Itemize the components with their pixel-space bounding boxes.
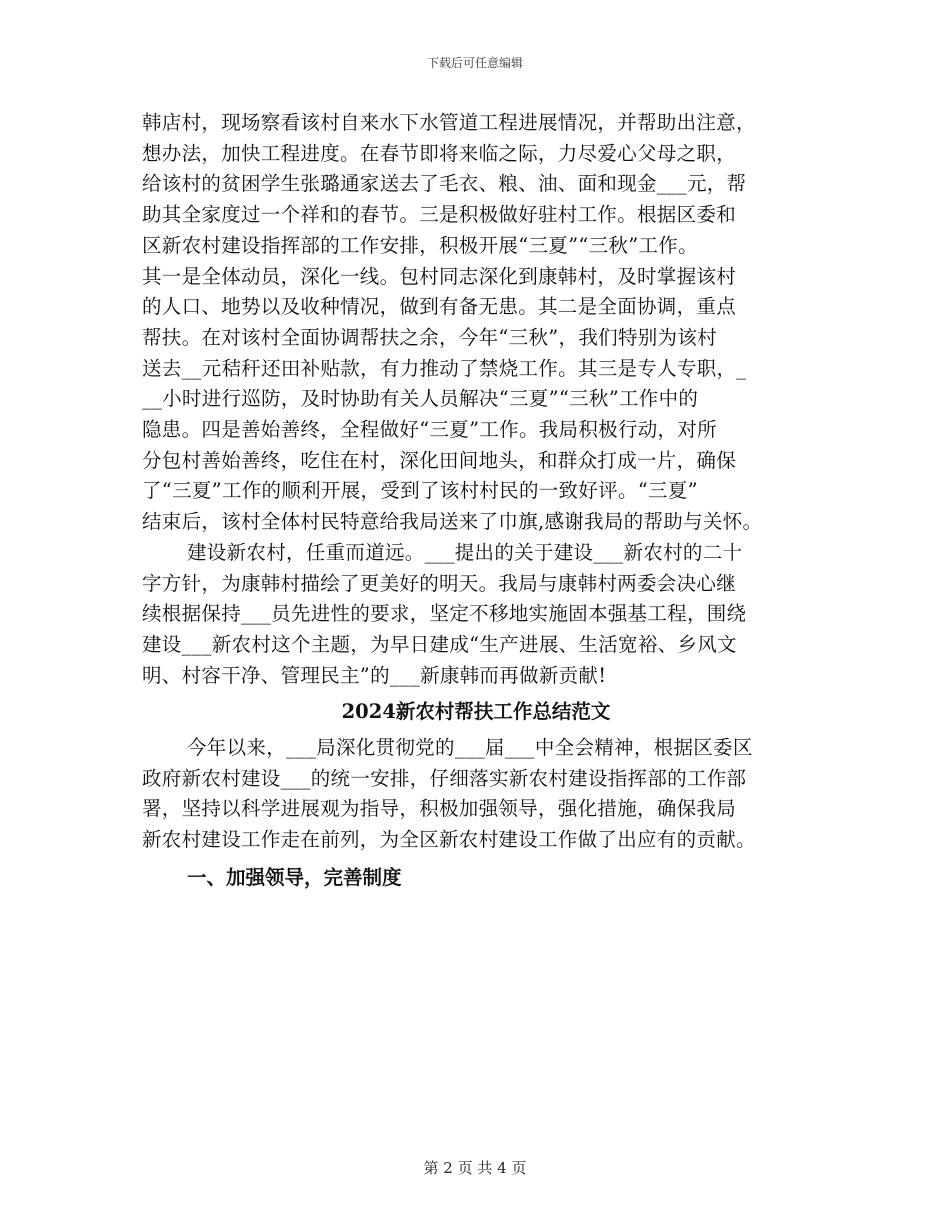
paragraph-3 (142, 733, 810, 856)
text-line: 给该村的贫困学生张璐通家送去了毛衣、粮、油、面和现金___元，帮 (142, 172, 747, 196)
text-line: 署，坚持以科学进展观为指导，积极加强领导，强化措施，确保我局 (142, 797, 737, 821)
section-title: 2024新农村帮扶工作总结范文 (341, 700, 611, 724)
subheading: 一、加强领导，完善制度 (187, 865, 402, 889)
text-line: 送去__元秸秆还田补贴款，有力推动了禁烧工作。其三是专人专职，_ (142, 356, 747, 380)
text-line: 新农村建设工作走在前列，为全区新农村建设工作做了出应有的贡献。 (142, 828, 756, 852)
text-line: 了“三夏”工作的顺利开展，受到了该村村民的一致好评。“三夏” (142, 479, 698, 503)
text-line: 政府新农村建设___的统一安排，仔细落实新农村建设指挥部的工作部 (142, 766, 747, 790)
paragraph-1 (142, 108, 810, 538)
text-line: 字方针，为康韩村描绘了更美好的明天。我局与康韩村两委会决心继 (142, 571, 737, 595)
page-header: 下载后可任意编辑 (426, 56, 523, 70)
page-number: 第 2 页 共 4 页 (423, 1159, 527, 1177)
text-line: 明、村容干净、管理民主”的___新康韩而再做新贡献! (142, 663, 607, 687)
paragraph-2 (142, 538, 810, 692)
text-line: 帮扶。在对该村全面协调帮扶之余，今年“三秋”，我们特别为该村 (142, 325, 717, 349)
text-line: 续根据保持___员先进性的要求，坚定不移地实施固本强基工程，围绕 (142, 602, 747, 626)
text-line: 结束后，该村全体村民特意给我局送来了巾旗,感谢我局的帮助与关怀。 (142, 510, 763, 534)
text-line: 建设___新农村这个主题，为早日建成“生产进展、生活宽裕、乡风文 (142, 632, 737, 656)
text-line: 隐患。四是善始善终，全程做好“三夏”工作。我局积极行动，对所 (142, 418, 717, 442)
text-line: 今年以来，___局深化贯彻党的___届___中全会精神，根据区委区 (187, 736, 753, 760)
document-body (142, 108, 810, 894)
text-line: 其一是全体动员，深化一线。包村同志深化到康韩村，及时掌握该村 (142, 264, 737, 288)
text-line: 分包村善始善终，吃住在村，深化田间地头，和群众打成一片，确保 (142, 448, 737, 472)
text-line: 韩店村，现场察看该村自来水下水管道工程进展情况，并帮助出注意， (142, 111, 756, 134)
text-line: 助其全家度过一个祥和的春节。三是积极做好驻村工作。根据区委和 (142, 203, 737, 227)
text-line: __小时进行巡防，及时协助有关人员解决“三夏”“三秋”工作中的 (142, 387, 699, 411)
text-line: 区新农村建设指挥部的工作安排，积极开展“三夏”“三秋”工作。 (142, 233, 698, 257)
text-line: 的人口、地势以及收种情况，做到有备无患。其二是全面协调，重点 (142, 295, 737, 319)
text-line: 建设新农村，任重而道远。___提出的关于建设___新农村的二十 (187, 540, 743, 564)
text-line: 想办法，加快工程进度。在春节即将来临之际，力尽爱心父母之职， (142, 141, 737, 165)
